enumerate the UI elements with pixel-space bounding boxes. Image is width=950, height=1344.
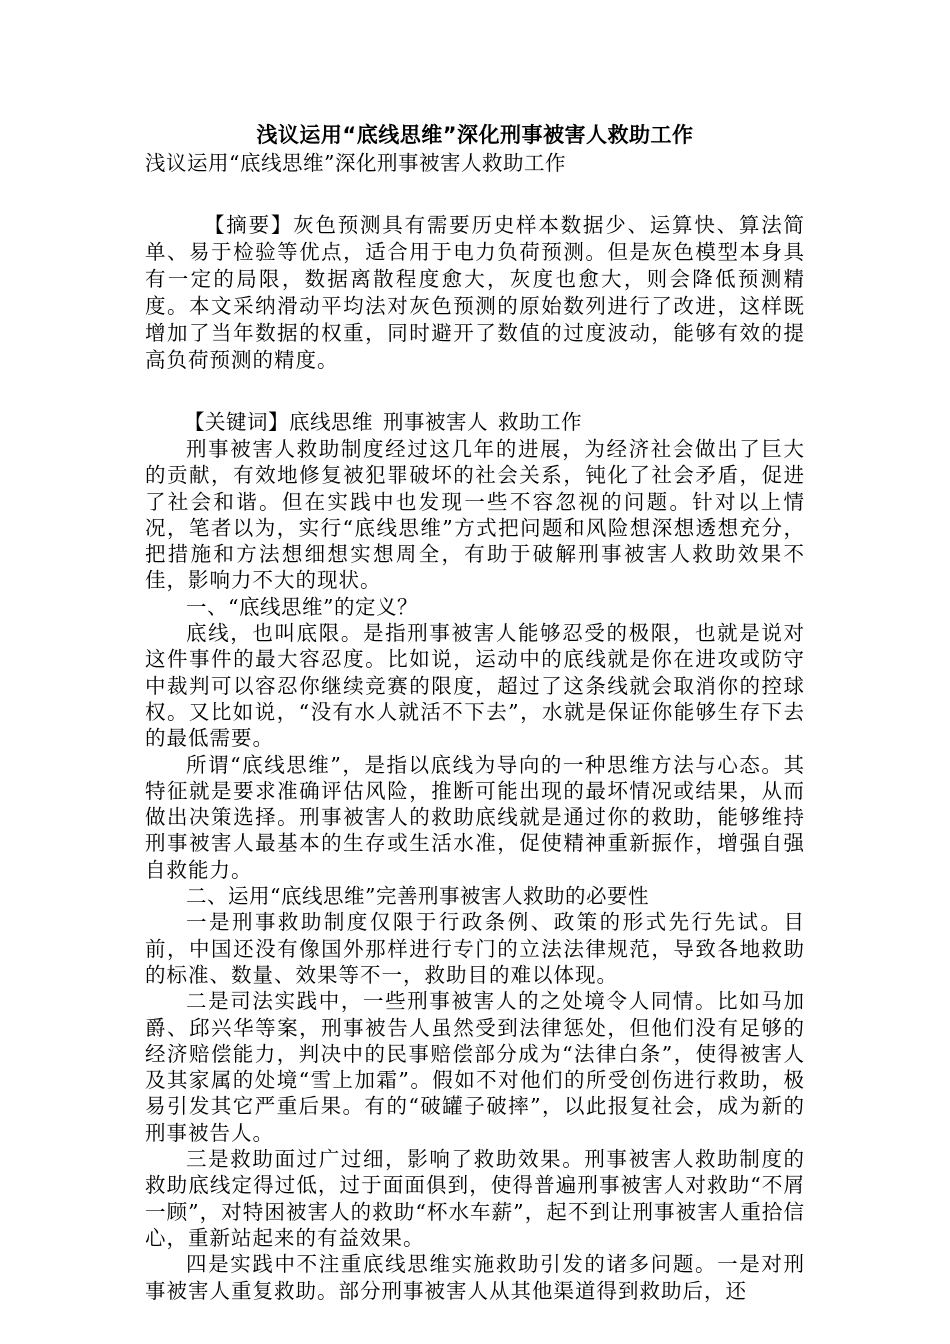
body-paragraph: 所谓“底线思维”，是指以底线为导向的一种思维方法与心态。其特征就是要求准确评估风险，推断可能出现的最坏情况或结果，从而做出决策选择。刑事被害人的救助底线就是通过你的救助，能够维持刑事被害人最基本的生存或生活水准，促使精神重新振作，增强自强自救能力。 xyxy=(145,752,805,882)
body-paragraph: 一是刑事救助制度仅限于行政条例、政策的形式先行先试。目前，中国还没有像国外那样进行专门的立法法律规范，导致各地救助的标准、数量、效果等不一，救助目的难以体现。 xyxy=(145,910,805,987)
keywords-line xyxy=(145,409,805,436)
abstract-paragraph: 【摘要】灰色预测具有需要历史样本数据少、运算快、算法简单、易于检验等优点，适合用于电力负荷预测。但是灰色模型本身具有一定的局限，数据离散程度愈大，灰度也愈大，则会降低预测精度。本文采纳滑动平均法对灰色预测的原始数列进行了改进，这样既增加了当年数据的权重，同时避开了数值的过度波动，能够有效的提高负荷预测的精度。 xyxy=(145,213,805,372)
document-subtitle: 浅议运用“底线思维”深化刑事被害人救助工作 xyxy=(145,151,566,175)
document-body xyxy=(145,436,805,1304)
keyword-item: 救助工作 xyxy=(498,410,582,434)
body-paragraph: 三是救助面过广过细，影响了救助效果。刑事被害人救助制度的救助底线定得过低，过于面面俱到，使得普遍刑事被害人对救助“不屑一顾”，对特困被害人的救助“杯水车薪”，起不到让刑事被害人重拾信心，重新站起来的有益效果。 xyxy=(145,1147,805,1250)
section-heading: 一、“底线思维”的定义？ xyxy=(186,594,418,619)
body-paragraph: 四是实践中不注重底线思维实施救助引发的诸多问题。一是对刑事被害人重复救助。部分刑事被害人从其他渠道得到救助后，还 xyxy=(145,1252,805,1303)
keywords-label: 【关键词】底线思维 xyxy=(184,410,373,434)
body-paragraph: 底线，也叫底限。是指刑事被害人能够忍受的极限，也就是说对这件事件的最大容忍度。比如说，运动中的底线就是你在进攻或防守中裁判可以容忍你继续竞赛的限度，超过了这条线就会取消你的控球权。又比如说，“没有水人就活不下去”，水就是保证你能够生存下去的最低需要。 xyxy=(145,621,805,751)
section-heading: 二、运用“底线思维”完善刑事被害人救助的必要性 xyxy=(186,884,649,909)
keyword-item: 刑事被害人 xyxy=(383,410,488,434)
document-title: 浅议运用“底线思维”深化刑事被害人救助工作 xyxy=(256,123,694,147)
document-page xyxy=(145,121,805,1304)
body-paragraph: 刑事被害人救助制度经过这几年的进展，为经济社会做出了巨大的贡献，有效地修复被犯罪破坏的社会关系，钝化了社会矛盾，促进了社会和谐。但在实践中也发现一些不容忽视的问题。针对以上情况，笔者以为，实行“底线思维”方式把问题和风险想深想透想充分，把措施和方法想细想实想周全，有助于破解刑事被害人救助效果不佳，影响力不大的现状。 xyxy=(145,437,805,593)
body-paragraph: 二是司法实践中，一些刑事被害人的之处境令人同情。比如马加爵、邱兴华等案，刑事被告人虽然受到法律惩处，但他们没有足够的经济赔偿能力，判决中的民事赔偿部分成为“法律白条”，使得被害人及其家属的处境“雪上加霜”。假如不对他们的所受创伤进行救助，极易引发其它严重后果。有的“破罐子破摔”，以此报复社会，成为新的刑事被告人。 xyxy=(145,989,805,1145)
